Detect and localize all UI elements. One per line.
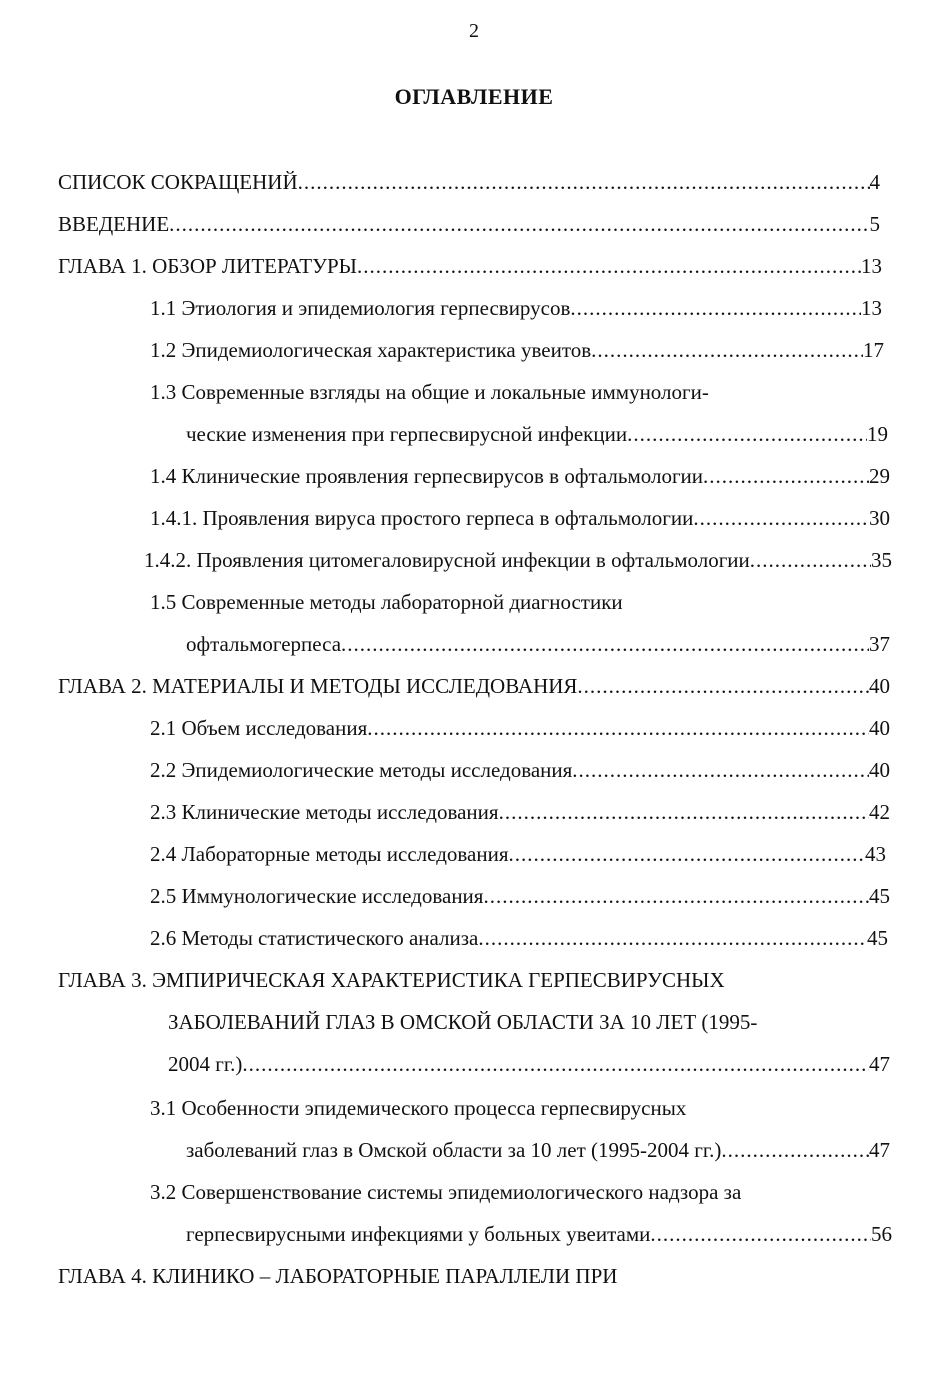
toc-entry-3-1-line-2[interactable]: [186, 1134, 890, 1166]
toc-entry-text: 2.3 Клинические методы исследования: [150, 800, 499, 824]
toc-entry-page: 35: [871, 548, 892, 572]
toc-entry-chapter-3-line-1[interactable]: [58, 964, 890, 996]
toc-entry-page: 45: [867, 926, 888, 950]
toc-entry-text: ГЛАВА 2. МАТЕРИАЛЫ И МЕТОДЫ ИССЛЕДОВАНИЯ: [58, 674, 578, 698]
toc-entry-page: 40: [869, 716, 890, 740]
toc-entry-page: 56: [871, 1222, 892, 1246]
toc-entry-3-2-line-1[interactable]: [150, 1176, 890, 1208]
toc-entry-text: ческие изменения при герпесвирусной инфекции: [186, 422, 628, 446]
dot-leader: [750, 544, 871, 576]
toc-entry-text: герпесвирусными инфекциями у больных увеитами: [186, 1222, 651, 1246]
toc-entry-text: СПИСОК СОКРАЩЕНИЙ: [58, 170, 298, 194]
dot-leader: [242, 1048, 869, 1080]
dot-leader: [572, 754, 869, 786]
dot-leader: [703, 460, 869, 492]
dot-leader: [508, 838, 865, 870]
toc-entry-page: 42: [869, 800, 890, 824]
toc-entry-page: 43: [865, 842, 886, 866]
toc-entry-page: 29: [869, 464, 890, 488]
toc-entry-text: 2.2 Эпидемиологические методы исследования: [150, 758, 573, 782]
toc-entry-1-4-2[interactable]: [144, 544, 892, 576]
toc-entry-text: 1.1 Этиология и эпидемиология герпесвирусов: [150, 296, 571, 320]
toc-entry-text: 1.3 Современные взгляды на общие и локальные иммунологи-: [150, 380, 709, 404]
toc-entry-page: 40: [869, 674, 890, 698]
toc-entry-text: 1.4.1. Проявления вируса простого герпеса в офтальмологии: [150, 506, 694, 530]
dot-leader: [367, 712, 869, 744]
dot-leader: [693, 502, 869, 534]
toc-entry-2-3[interactable]: [150, 796, 890, 828]
toc-entry-text: 2.4 Лабораторные методы исследования: [150, 842, 509, 866]
toc-entry-1-2[interactable]: [150, 334, 884, 366]
toc-entry-1-3-line-1[interactable]: [150, 376, 890, 408]
toc-entry-page: 13: [861, 296, 882, 320]
toc-entry-chapter-3-line-3[interactable]: [168, 1048, 890, 1080]
toc-entry-3-1-line-1[interactable]: [150, 1092, 890, 1124]
toc-entry-page: 17: [863, 338, 884, 362]
toc-entry-page: 37: [869, 632, 890, 656]
dot-leader: [577, 670, 869, 702]
dot-leader: [627, 418, 867, 450]
toc-entry-page: 47: [869, 1138, 890, 1162]
toc-entry-1-4-1[interactable]: [150, 502, 890, 534]
toc-entry-page: 13: [861, 254, 882, 278]
toc-entry-introduction[interactable]: [58, 208, 880, 240]
toc-entry-text: заболеваний глаз в Омской области за 10 лет (1995-2004 гг.): [186, 1138, 722, 1162]
toc-entry-page: 19: [867, 422, 888, 446]
toc-entry-3-2-line-2[interactable]: [186, 1218, 892, 1250]
dot-leader: [357, 250, 861, 282]
toc-entry-chapter-1[interactable]: [58, 250, 882, 282]
dot-leader: [483, 880, 869, 912]
toc-entry-1-1[interactable]: [150, 292, 882, 324]
dot-leader: [298, 166, 870, 198]
toc-entry-page: 40: [869, 758, 890, 782]
toc-entry-text: ЗАБОЛЕВАНИЙ ГЛАЗ В ОМСКОЙ ОБЛАСТИ ЗА 10 ЛЕТ (1995-: [168, 1010, 758, 1034]
toc-entry-text: офтальмогерпеса: [186, 632, 342, 656]
dot-leader: [169, 208, 869, 240]
toc-entry-page: 5: [869, 212, 880, 236]
toc-entry-page: 4: [869, 170, 880, 194]
page-number: 2: [469, 20, 479, 42]
toc-entry-text: 1.4.2. Проявления цитомегаловирусной инфекции в офтальмологии: [144, 548, 750, 572]
toc-entry-text: 2.1 Объем исследования: [150, 716, 368, 740]
toc-entry-chapter-3-line-2[interactable]: [168, 1006, 890, 1038]
toc-entry-text: 2.5 Иммунологические исследования: [150, 884, 484, 908]
toc-entry-page: 47: [869, 1052, 890, 1076]
toc-entry-1-4[interactable]: [150, 460, 890, 492]
dot-leader: [478, 922, 867, 954]
toc-entry-page: 45: [869, 884, 890, 908]
toc-entry-text: 2004 гг.): [168, 1052, 243, 1076]
toc-entry-text: 1.4 Клинические проявления герпесвирусов в офтальмологии: [150, 464, 704, 488]
toc-entry-text: ГЛАВА 3. ЭМПИРИЧЕСКАЯ ХАРАКТЕРИСТИКА ГЕРПЕСВИРУСНЫХ: [58, 968, 725, 992]
toc-entry-2-4[interactable]: [150, 838, 886, 870]
toc-entry-1-5-line-1[interactable]: [150, 586, 890, 618]
toc-entry-text: 1.2 Эпидемиологическая характеристика увеитов: [150, 338, 592, 362]
toc-entry-2-1[interactable]: [150, 712, 890, 744]
toc-entry-text: 3.1 Особенности эпидемического процесса герпесвирусных: [150, 1096, 687, 1120]
toc-entry-2-2[interactable]: [150, 754, 890, 786]
toc-entry-2-5[interactable]: [150, 880, 890, 912]
toc-entry-text: 1.5 Современные методы лабораторной диагностики: [150, 590, 623, 614]
toc-entry-abbreviations[interactable]: [58, 166, 880, 198]
toc-entry-chapter-2[interactable]: [58, 670, 890, 702]
toc-entry-text: 3.2 Совершенствование системы эпидемиологического надзора за: [150, 1180, 742, 1204]
toc-entry-1-5-line-2[interactable]: [186, 628, 890, 660]
toc-entry-text: ГЛАВА 1. ОБЗОР ЛИТЕРАТУРЫ: [58, 254, 357, 278]
dot-leader: [341, 628, 869, 660]
toc-entry-1-3-line-2[interactable]: [186, 418, 888, 450]
document-title: ОГЛАВЛЕНИЕ: [394, 84, 554, 109]
toc-entry-text: 2.6 Методы статистического анализа: [150, 926, 479, 950]
dot-leader: [591, 334, 863, 366]
toc-entry-text: ГЛАВА 4. КЛИНИКО – ЛАБОРАТОРНЫЕ ПАРАЛЛЕЛИ ПРИ: [58, 1264, 618, 1288]
toc-entry-text: ВВЕДЕНИЕ: [58, 212, 170, 236]
toc-entry-page: 30: [869, 506, 890, 530]
dot-leader: [721, 1134, 869, 1166]
dot-leader: [570, 292, 861, 324]
dot-leader: [650, 1218, 871, 1250]
dot-leader: [499, 796, 869, 828]
toc-entry-2-6[interactable]: [150, 922, 888, 954]
toc-entry-chapter-4[interactable]: [58, 1260, 890, 1292]
